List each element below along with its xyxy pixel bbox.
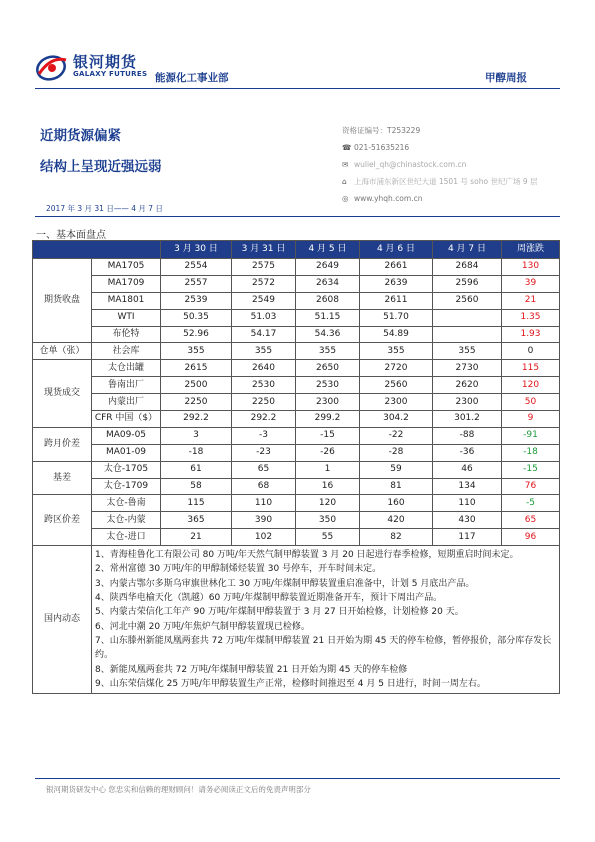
fundamentals-table [32, 240, 560, 694]
table-row [33, 461, 560, 478]
item-label: 太仓-进口 [92, 529, 161, 546]
value-cell: 2300 [296, 394, 360, 411]
table-row [33, 529, 560, 546]
value-cell: 58 [161, 478, 232, 495]
table-row [33, 444, 560, 461]
footer-divider [35, 778, 560, 779]
email-icon: ✉ [342, 160, 349, 169]
news-item: 1、青海桂鲁化工有限公司 80 万吨/年天然气制甲醇装置 3 月 20 日起进行春季检修，短期重启时间未定。 [95, 550, 519, 561]
value-cell: 1 [296, 461, 360, 478]
value-cell: 68 [232, 478, 296, 495]
headline-1: 近期货源偏紧 [40, 128, 121, 144]
news-item: 7、山东滕州新能凤凰两套共 72 万吨/年煤制甲醇装置 21 日开始为期 45 天的停车检修，暂停报价，部分库存发长约。 [95, 635, 552, 661]
weekly-change-cell: 1.93 [502, 326, 560, 343]
value-cell: 2596 [433, 275, 502, 292]
value-cell: 350 [296, 512, 360, 529]
value-cell: -88 [433, 427, 502, 444]
value-cell: 54.36 [296, 326, 360, 343]
value-cell: 355 [232, 343, 296, 360]
weekly-change-cell: 0 [502, 343, 560, 360]
group-label: 现货成交 [33, 360, 92, 428]
email-line[interactable] [342, 156, 538, 173]
value-cell: 55 [296, 529, 360, 546]
item-label: 社会库 [92, 343, 161, 360]
value-cell: 2572 [232, 275, 296, 292]
report-type: 甲醇周报 [485, 72, 527, 84]
item-label: MA1801 [92, 292, 161, 309]
galaxy-logo-icon [35, 52, 69, 82]
value-cell: 2250 [232, 394, 296, 411]
weekly-change-cell: 115 [502, 360, 560, 377]
header-blank-cell [33, 241, 161, 259]
table-header-row [33, 241, 560, 259]
weekly-change-cell: -91 [502, 427, 560, 444]
globe-icon: ◎ [342, 194, 349, 203]
department-name: 能源化工事业部 [155, 72, 229, 84]
value-cell: 2560 [433, 292, 502, 309]
logo-english-name: GALAXY FUTURES [73, 70, 148, 78]
weekly-change-cell: 65 [502, 512, 560, 529]
value-cell: 82 [360, 529, 433, 546]
table-row [33, 478, 560, 495]
value-cell: 160 [360, 495, 433, 512]
value-cell: 110 [232, 495, 296, 512]
news-label: 国内动态 [33, 546, 92, 694]
group-label: 跨月价差 [33, 427, 92, 461]
group-label: 跨区价差 [33, 495, 92, 546]
value-cell: 52.96 [161, 326, 232, 343]
table-row [33, 394, 560, 411]
phone-line [342, 139, 538, 156]
value-cell: 120 [296, 495, 360, 512]
value-cell: 292.2 [232, 411, 296, 428]
office-address: 上海市浦东新区世纪大道 1501 号 soho 世纪广场 9 层 [354, 177, 538, 186]
column-header: 4 月 6 日 [360, 241, 433, 259]
value-cell: 65 [232, 461, 296, 478]
group-label: 仓单（张） [33, 343, 92, 360]
item-label: 太仓-内蒙 [92, 512, 161, 529]
value-cell: 2611 [360, 292, 433, 309]
weekly-change-cell: 120 [502, 377, 560, 394]
item-label: MA1705 [92, 259, 161, 276]
value-cell: 54.17 [232, 326, 296, 343]
item-label: CFR 中国（$） [92, 411, 161, 428]
item-label: 太仓-1709 [92, 478, 161, 495]
phone-icon: ☎ [342, 143, 352, 152]
item-label: MA09-05 [92, 427, 161, 444]
value-cell: 51.70 [360, 309, 433, 326]
value-cell: 420 [360, 512, 433, 529]
value-cell: 117 [433, 529, 502, 546]
value-cell: -26 [296, 444, 360, 461]
weekly-change-cell: 39 [502, 275, 560, 292]
item-label: 太仓出罐 [92, 360, 161, 377]
value-cell: 2530 [296, 377, 360, 394]
item-label: 鲁南出厂 [92, 377, 161, 394]
value-cell: 301.2 [433, 411, 502, 428]
value-cell: 355 [360, 343, 433, 360]
value-cell: 2530 [232, 377, 296, 394]
value-cell: 2554 [161, 259, 232, 276]
logo-chinese-name: 银河期货 [73, 53, 138, 71]
item-label: 太仓-鲁南 [92, 495, 161, 512]
value-cell: 2620 [433, 377, 502, 394]
table-row [33, 309, 560, 326]
value-cell: -28 [360, 444, 433, 461]
value-cell [433, 326, 502, 343]
news-row [33, 546, 560, 694]
value-cell: 51.15 [296, 309, 360, 326]
website-line[interactable] [342, 190, 538, 207]
value-cell: 355 [296, 343, 360, 360]
value-cell: 46 [433, 461, 502, 478]
value-cell: 2720 [360, 360, 433, 377]
news-item: 3、内蒙古鄂尔多斯乌审旗世林化工 30 万吨/年煤制甲醇装置重启准备中，计划 5 月底出产品。 [95, 578, 475, 589]
value-cell: 51.03 [232, 309, 296, 326]
column-header: 4 月 7 日 [433, 241, 502, 259]
weekly-change-cell: -18 [502, 444, 560, 461]
value-cell: 50.35 [161, 309, 232, 326]
item-label: 内蒙出厂 [92, 394, 161, 411]
column-header: 周涨跌 [502, 241, 560, 259]
footer-disclaimer: 银河期货研发中心 您忠实和信赖的理财顾问！请务必阅读正文后的免责声明部分 [46, 785, 311, 794]
weekly-change-cell: 21 [502, 292, 560, 309]
report-period: 2017 年 3 月 31 日—— 4 月 7 日 [46, 204, 163, 213]
value-cell: -15 [296, 427, 360, 444]
value-cell: 2557 [161, 275, 232, 292]
value-cell: 430 [433, 512, 502, 529]
value-cell: 134 [433, 478, 502, 495]
value-cell: 365 [161, 512, 232, 529]
news-item: 8、新能凤凰两套共 72 万吨/年煤制甲醇装置 21 日开始为期 45 天的停车检修 [95, 664, 408, 675]
table-row [33, 275, 560, 292]
weekly-change-cell: -5 [502, 495, 560, 512]
value-cell: 61 [161, 461, 232, 478]
value-cell: 292.2 [161, 411, 232, 428]
phone-number: 021-51635216 [354, 143, 410, 152]
news-item: 2、常州富德 30 万吨/年的甲醇制烯烃装置 30 号停车，开车时间未定。 [95, 564, 382, 575]
value-cell: 2650 [296, 360, 360, 377]
news-item: 4、陕西华电榆天化（凯越）60 万吨/年煤制甲醇装置近期准备开车，预计下周出产品。 [95, 593, 443, 604]
weekly-change-cell: 9 [502, 411, 560, 428]
website-link[interactable]: www.yhqh.com.cn [354, 194, 423, 203]
value-cell: -36 [433, 444, 502, 461]
header-divider [35, 88, 560, 89]
value-cell: 16 [296, 478, 360, 495]
value-cell: -3 [232, 427, 296, 444]
column-header: 3 月 31 日 [232, 241, 296, 259]
news-item: 5、内蒙古荣信化工年产 90 万吨/年煤制甲醇装置于 3 月 27 日开始检修，计划检修 20 天。 [95, 607, 464, 618]
value-cell: 2560 [360, 377, 433, 394]
value-cell: 115 [161, 495, 232, 512]
value-cell: 2250 [161, 394, 232, 411]
value-cell: 2615 [161, 360, 232, 377]
value-cell: 21 [161, 529, 232, 546]
section-title: 一、基本面盘点 [36, 230, 106, 241]
news-item: 9、山东荣信煤化 25 万吨/年甲醇装置生产正常，检修时间推迟至 4 月 5 日进行，时间一周左右。 [95, 678, 486, 689]
weekly-change-cell: 96 [502, 529, 560, 546]
item-label: MA1709 [92, 275, 161, 292]
value-cell: 2500 [161, 377, 232, 394]
value-cell: 2634 [296, 275, 360, 292]
value-cell: 110 [433, 495, 502, 512]
value-cell: 2661 [360, 259, 433, 276]
page-header [0, 0, 595, 92]
value-cell: 2640 [232, 360, 296, 377]
value-cell: 54.89 [360, 326, 433, 343]
address-line [342, 173, 538, 190]
weekly-change-cell: 1.35 [502, 309, 560, 326]
group-label: 期货收盘 [33, 259, 92, 343]
value-cell: 2608 [296, 292, 360, 309]
email-address[interactable]: wuliel_qh@chinastock.com.cn [354, 160, 467, 169]
value-cell: 355 [161, 343, 232, 360]
value-cell: 390 [232, 512, 296, 529]
news-item: 6、河北中潮 20 万吨/年焦炉气制甲醇装置现已检修。 [95, 621, 310, 632]
table-row [33, 411, 560, 428]
value-cell: 355 [433, 343, 502, 360]
analyst-contact [342, 122, 538, 207]
item-label: 太仓-1705 [92, 461, 161, 478]
weekly-change-cell: 76 [502, 478, 560, 495]
table-row [33, 427, 560, 444]
weekly-change-cell: -15 [502, 461, 560, 478]
value-cell: 2300 [360, 394, 433, 411]
value-cell [433, 309, 502, 326]
table-row [33, 495, 560, 512]
item-label: MA01-09 [92, 444, 161, 461]
cert-number: 资格证编号：T253229 [342, 126, 421, 135]
table-row [33, 292, 560, 309]
table-row [33, 259, 560, 276]
domestic-news-list [92, 546, 560, 694]
value-cell: 2649 [296, 259, 360, 276]
value-cell: 2684 [433, 259, 502, 276]
value-cell: 2730 [433, 360, 502, 377]
item-label: WTI [92, 309, 161, 326]
value-cell: 3 [161, 427, 232, 444]
column-header: 4 月 5 日 [296, 241, 360, 259]
table-row [33, 512, 560, 529]
table-row [33, 377, 560, 394]
column-header: 3 月 30 日 [161, 241, 232, 259]
value-cell: 304.2 [360, 411, 433, 428]
value-cell: 2539 [161, 292, 232, 309]
group-label: 基差 [33, 461, 92, 495]
value-cell: 2549 [232, 292, 296, 309]
value-cell: 59 [360, 461, 433, 478]
value-cell: 2300 [433, 394, 502, 411]
value-cell: 2639 [360, 275, 433, 292]
value-cell: -18 [161, 444, 232, 461]
table-row [33, 360, 560, 377]
table-row [33, 343, 560, 360]
value-cell: 81 [360, 478, 433, 495]
table-row [33, 326, 560, 343]
section-divider [35, 216, 560, 217]
value-cell: 2575 [232, 259, 296, 276]
item-label: 布伦特 [92, 326, 161, 343]
weekly-change-cell: 130 [502, 259, 560, 276]
weekly-change-cell: 50 [502, 394, 560, 411]
location-icon: ⌂ [342, 177, 347, 186]
headline-2: 结构上呈现近强远弱 [40, 159, 162, 175]
value-cell: 299.2 [296, 411, 360, 428]
value-cell: 102 [232, 529, 296, 546]
value-cell: -22 [360, 427, 433, 444]
value-cell: -23 [232, 444, 296, 461]
